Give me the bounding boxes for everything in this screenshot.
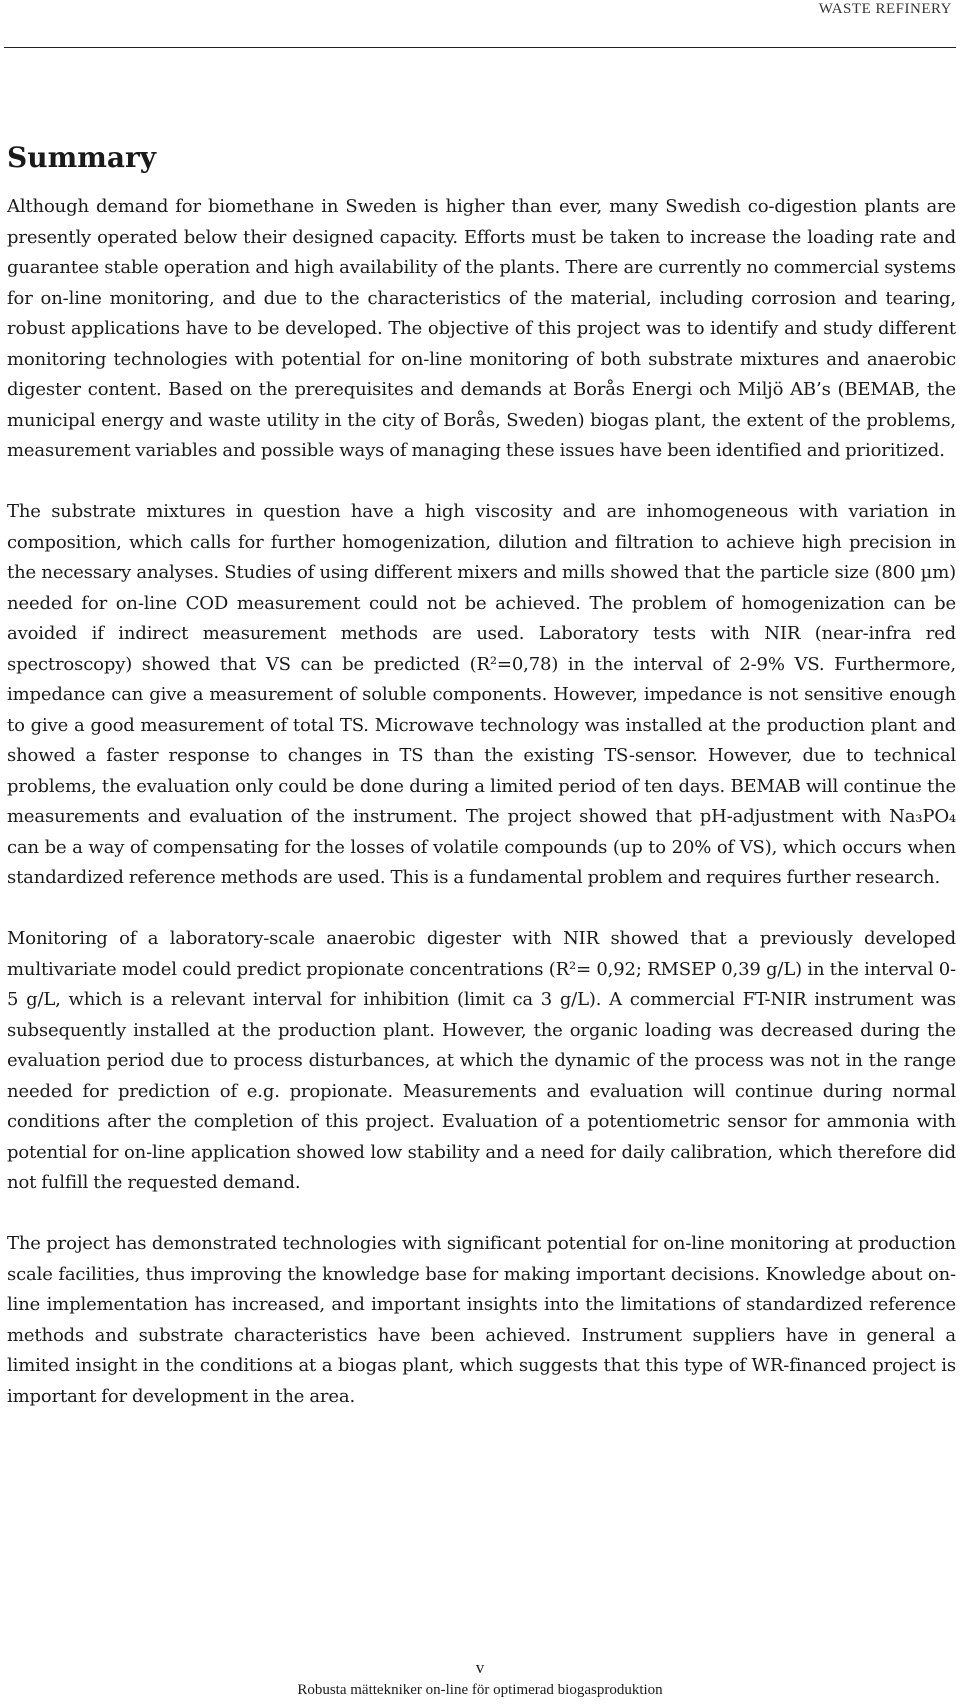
page-number: v xyxy=(475,1658,485,1677)
header-rule xyxy=(4,47,956,48)
running-header: WASTE REFINERY xyxy=(818,1,952,17)
paragraph-2: The substrate mixtures in question have a high viscosity and are inhomogeneous with variation in composition, which calls for further homogenization, dilution and filtration to achieve high precision in the necessary analyses. Studies of using different mixers and mills showed that the particle size (800 µm) needed for on-line COD measurement could not be achieved. The problem of homogenization can be avoided if indirect measurement methods are used. Laboratory tests with NIR (near-infra red spectroscopy) showed that VS can be predicted (R²=0,78) in the interval of 2-9% VS. Furthermore, impedance can give a measurement of soluble components. However, impedance is not sensitive enough to give a good measurement of total TS. Microwave technology was installed at the production plant and showed a faster response to changes in TS than the existing TS-sensor. However, due to technical problems, the evaluation only could be done during a limited period of ten days. BEMAB will continue the measurements and evaluation of the instrument. The project showed that pH-adjustment with Na₃PO₄ can be a way of compensating for the losses of volatile compounds (up to 20% of VS), which occurs when standardized reference methods are used. This is a fundamental problem and requires further research. xyxy=(7,501,956,888)
paragraph-4: The project has demonstrated technologies with significant potential for on-line monitoring at production scale facilities, thus improving the knowledge base for making important decisions. Knowledge about on-line implementation has increased, and important insights into the limitations of standardized reference methods and substrate characteristics have been achieved. Instrument suppliers have in general a limited insight in the conditions at a biogas plant, which suggests that this type of WR-financed project is important for development in the area. xyxy=(7,1233,956,1407)
paragraph-3: Monitoring of a laboratory-scale anaerobic digester with NIR showed that a previously developed multivariate model could predict propionate concentrations (R²= 0,92; RMSEP 0,39 g/L) in the interval 0-5 g/L, which is a relevant interval for inhibition (limit ca 3 g/L). A commercial FT-NIR instrument was subsequently installed at the production plant. However, the organic loading was decreased during the evaluation period due to process disturbances, at which the dynamic of the process was not in the range needed for prediction of e.g. propionate. Measurements and evaluation will continue during normal conditions after the completion of this project. Evaluation of a potentiometric sensor for ammonia with potential for on-line application showed low stability and a need for daily calibration, which therefore did not fulfill the requested demand. xyxy=(7,928,956,1193)
paragraph-1: Although demand for biomethane in Sweden is higher than ever, many Swedish co-digestion plants are presently operated below their designed capacity. Efforts must be taken to increase the loading rate and guarantee stable operation and high availability of the plants. There are currently no commercial systems for on-line monitoring, and due to the characteristics of the material, including corrosion and tearing, robust applications have to be developed. The objective of this project was to identify and study different monitoring technologies with potential for on-line monitoring of both substrate mixtures and anaerobic digester content. Based on the prerequisites and demands at Borås Energi och Miljö AB’s (BEMAB, the municipal energy and waste utility in the city of Borås, Sweden) biogas plant, the extent of the problems, measurement variables and possible ways of managing these issues have been identified and prioritized. xyxy=(7,196,956,461)
page-title: Summary xyxy=(7,141,156,174)
footer-report-title: Robusta mättekniker on-line för optimerad biogasproduktion xyxy=(297,1682,663,1698)
body-text xyxy=(7,192,956,1443)
